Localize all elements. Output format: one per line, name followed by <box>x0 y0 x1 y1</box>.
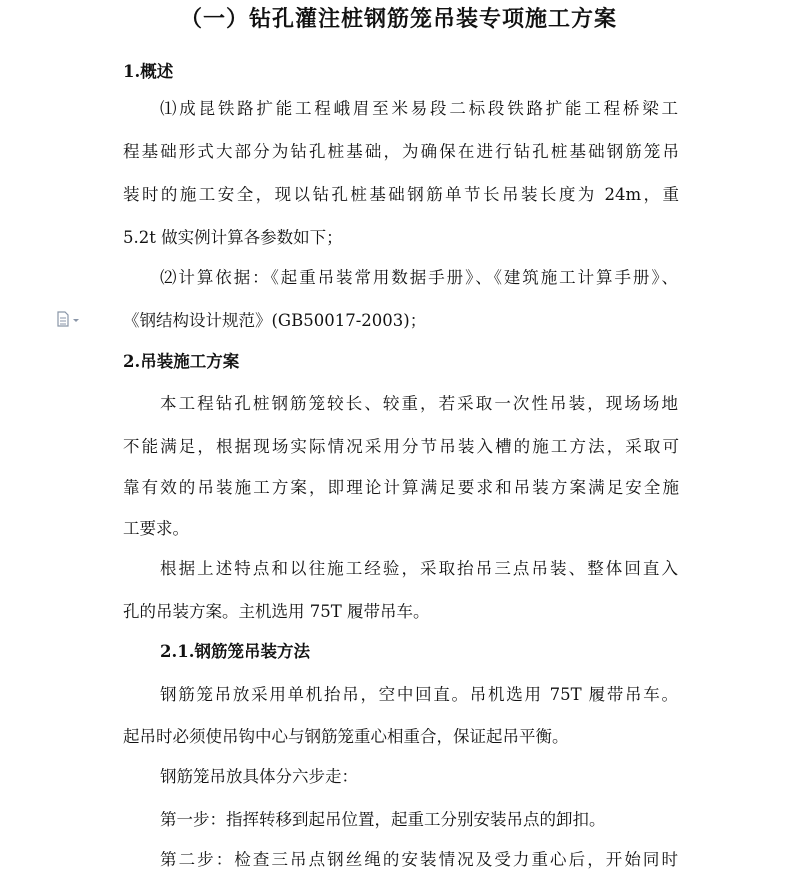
s21-p1-line-2: 起吊时必须使吊钩中心与钢筋笼重心相重合，保证起吊平衡。 <box>123 727 569 746</box>
s2-p1-line-1: 本工程钻孔桩钢筋笼较长、较重，若采取一次性吊装，现场场地 <box>160 394 678 413</box>
s21-step-1: 第一步：指挥转移到起吊位置，起重工分别安装吊点的卸扣。 <box>160 810 606 829</box>
s1-p1-line-4: 5.2t 做实例计算各参数如下； <box>123 228 343 247</box>
document-title: （一）钻孔灌注桩钢筋笼吊装专项施工方案 <box>179 7 617 32</box>
section-1-heading: 1.概述 <box>123 62 174 81</box>
s1-p2-line-1: ⑵计算依据：《起重吊装常用数据手册》、《建筑施工计算手册》、 <box>160 268 678 287</box>
s21-p2: 钢筋笼吊放具体分六步走： <box>160 767 358 786</box>
s1-p2-line-2: 《钢结构设计规范》(GB50017-2003)； <box>123 311 427 330</box>
s1-p1-line-2: 程基础形式大部分为钻孔桩基础，为确保在进行钻孔桩基础钢筋笼吊 <box>123 142 679 161</box>
s2-p1-line-3: 靠有效的吊装施工方案，即理论计算满足要求和吊装方案满足安全施 <box>123 478 679 497</box>
s2-p1-line-4: 工要求。 <box>123 519 189 538</box>
s1-p1-line-3: 装时的施工安全，现以钻孔桩基础钢筋单节长吊装长度为 24m，重 <box>123 185 679 204</box>
section-2-1-heading: 2.1.钢筋笼吊装方法 <box>160 642 310 661</box>
s21-step-2: 第二步：检查三吊点钢丝绳的安装情况及受力重心后，开始同时 <box>160 850 678 869</box>
section-2-heading: 2.吊装施工方案 <box>123 352 240 371</box>
s1-p1-line-1: ⑴成昆铁路扩能工程峨眉至米易段二标段铁路扩能工程桥梁工 <box>160 99 678 118</box>
s2-p2-line-2: 孔的吊装方案。主机选用 75T 履带吊车。 <box>123 602 430 621</box>
document-paragraph-marker-icon[interactable] <box>56 311 82 327</box>
s2-p1-line-2: 不能满足，根据现场实际情况采用分节吊装入槽的施工方法，采取可 <box>123 437 679 456</box>
s21-p1-line-1: 钢筋笼吊放采用单机抬吊，空中回直。吊机选用 75T 履带吊车。 <box>160 685 678 704</box>
s2-p2-line-1: 根据上述特点和以往施工经验，采取抬吊三点吊装、整体回直入 <box>160 559 678 578</box>
